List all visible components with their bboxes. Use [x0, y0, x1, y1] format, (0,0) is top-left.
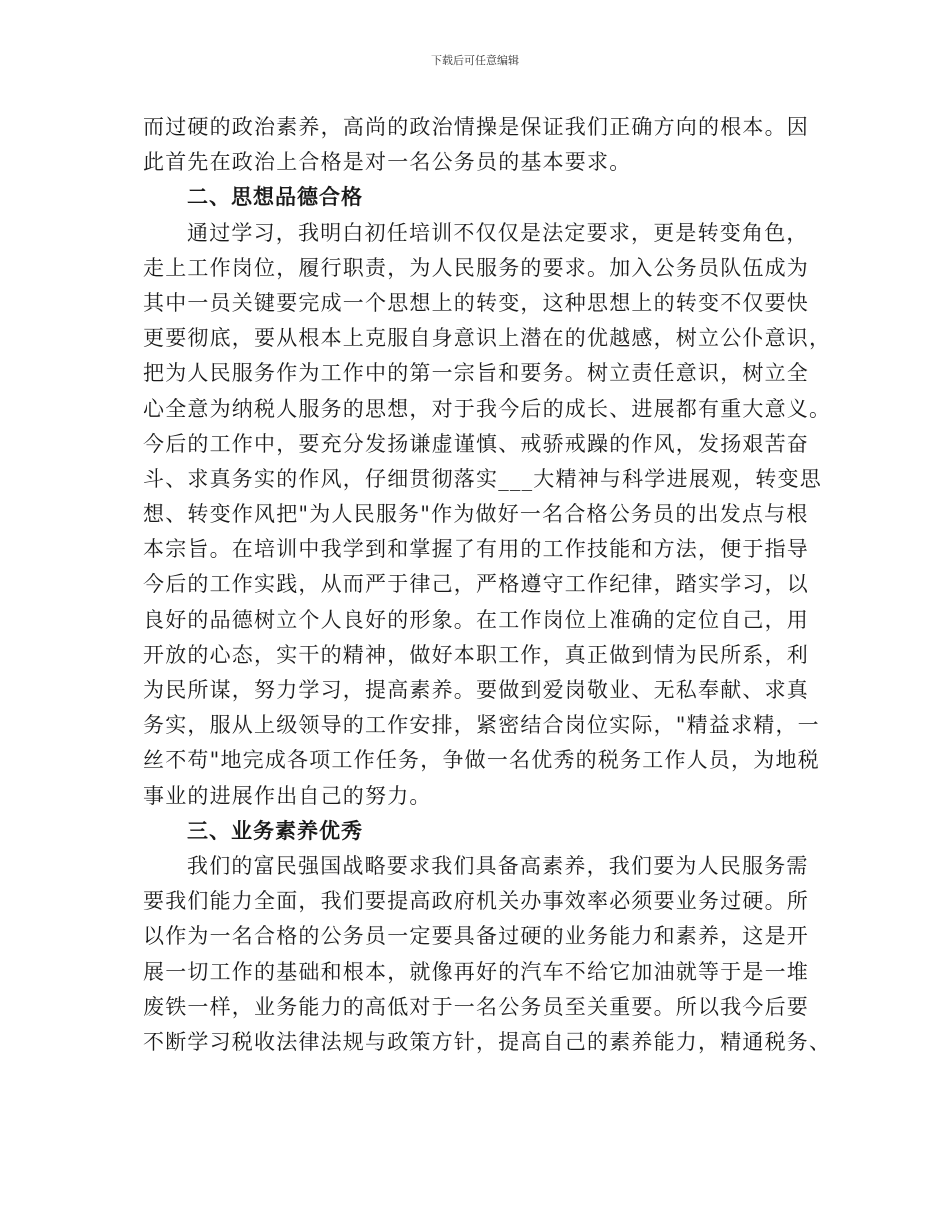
text-line: 良好的品德树立个人良好的形象。在工作岗位上准确的定位自己，用 — [143, 607, 809, 632]
text-line: 废铁一样，业务能力的高低对于一名公务员至关重要。所以我今后要 — [143, 994, 809, 1019]
text-line: 把为人民服务作为工作中的第一宗旨和要务。树立责任意识，树立全 — [143, 361, 809, 386]
text-line: 今后的工作中，要充分发扬谦虚谨慎、戒骄戒躁的作风，发扬艰苦奋 — [143, 431, 809, 456]
text-line: 更要彻底，要从根本上克服自身意识上潜在的优越感，树立公仆意识， — [143, 326, 832, 351]
text-line: 丝不苟"地完成各项工作任务，争做一名优秀的税务工作人员，为地税 — [143, 748, 820, 773]
text-line: 开放的心态，实干的精神，做好本职工作，真正做到情为民所系，利 — [143, 642, 809, 667]
document-body — [143, 110, 832, 1060]
text-line: 而过硬的政治素养，高尚的政治情操是保证我们正确方向的根本。因 — [143, 115, 809, 139]
text-line: 今后的工作实践，从而严于律己，严格遵守工作纪律，踏实学习，以 — [143, 572, 809, 597]
section-heading: 二、思想品德合格 — [187, 185, 363, 210]
text-line: 不断学习税收法律法规与政策方针，提高自己的素养能力，精通税务、 — [143, 1029, 832, 1054]
section-heading: 三、业务素养优秀 — [187, 818, 363, 843]
text-line: 其中一员关键要完成一个思想上的转变，这种思想上的转变不仅要快 — [143, 290, 809, 315]
text-line: 斗、求真务实的作风，仔细贯彻落实___大精神与科学进展观，转变思 — [143, 466, 822, 491]
text-line: 此首先在政治上合格是对一名公务员的基本要求。 — [143, 150, 632, 175]
text-line: 走上工作岗位，履行职责，为人民服务的要求。加入公务员队伍成为 — [143, 255, 809, 280]
text-line: 务实，服从上级领导的工作安排，紧密结合岗位实际，"精益求精，一 — [143, 713, 820, 738]
text-line: 展一切工作的基础和根本，就像再好的汽车不给它加油就等于是一堆 — [143, 959, 809, 984]
text-line: 本宗旨。在培训中我学到和掌握了有用的工作技能和方法，便于指导 — [143, 537, 809, 562]
text-line: 以作为一名合格的公务员一定要具备过硬的业务能力和素养，这是开 — [143, 924, 809, 949]
text-line: 通过学习，我明白初任培训不仅仅是法定要求，更是转变角色， — [187, 220, 809, 245]
text-line: 我们的富民强国战略要求我们具备高素养，我们要为人民服务需 — [187, 853, 809, 878]
text-line: 心全意为纳税人服务的思想，对于我今后的成长、进展都有重大意义。 — [143, 396, 832, 421]
text-line: 想、转变作风把"为人民服务"作为做好一名合格公务员的出发点与根 — [143, 502, 809, 527]
text-line: 为民所谋，努力学习，提高素养。要做到爱岗敬业、无私奉献、求真 — [143, 678, 809, 702]
page-header-note: 下载后可任意编辑 — [431, 54, 519, 67]
text-line: 事业的进展作出自己的努力。 — [143, 783, 432, 808]
text-line: 要我们能力全面，我们要提高政府机关办事效率必须要业务过硬。所 — [143, 889, 809, 914]
